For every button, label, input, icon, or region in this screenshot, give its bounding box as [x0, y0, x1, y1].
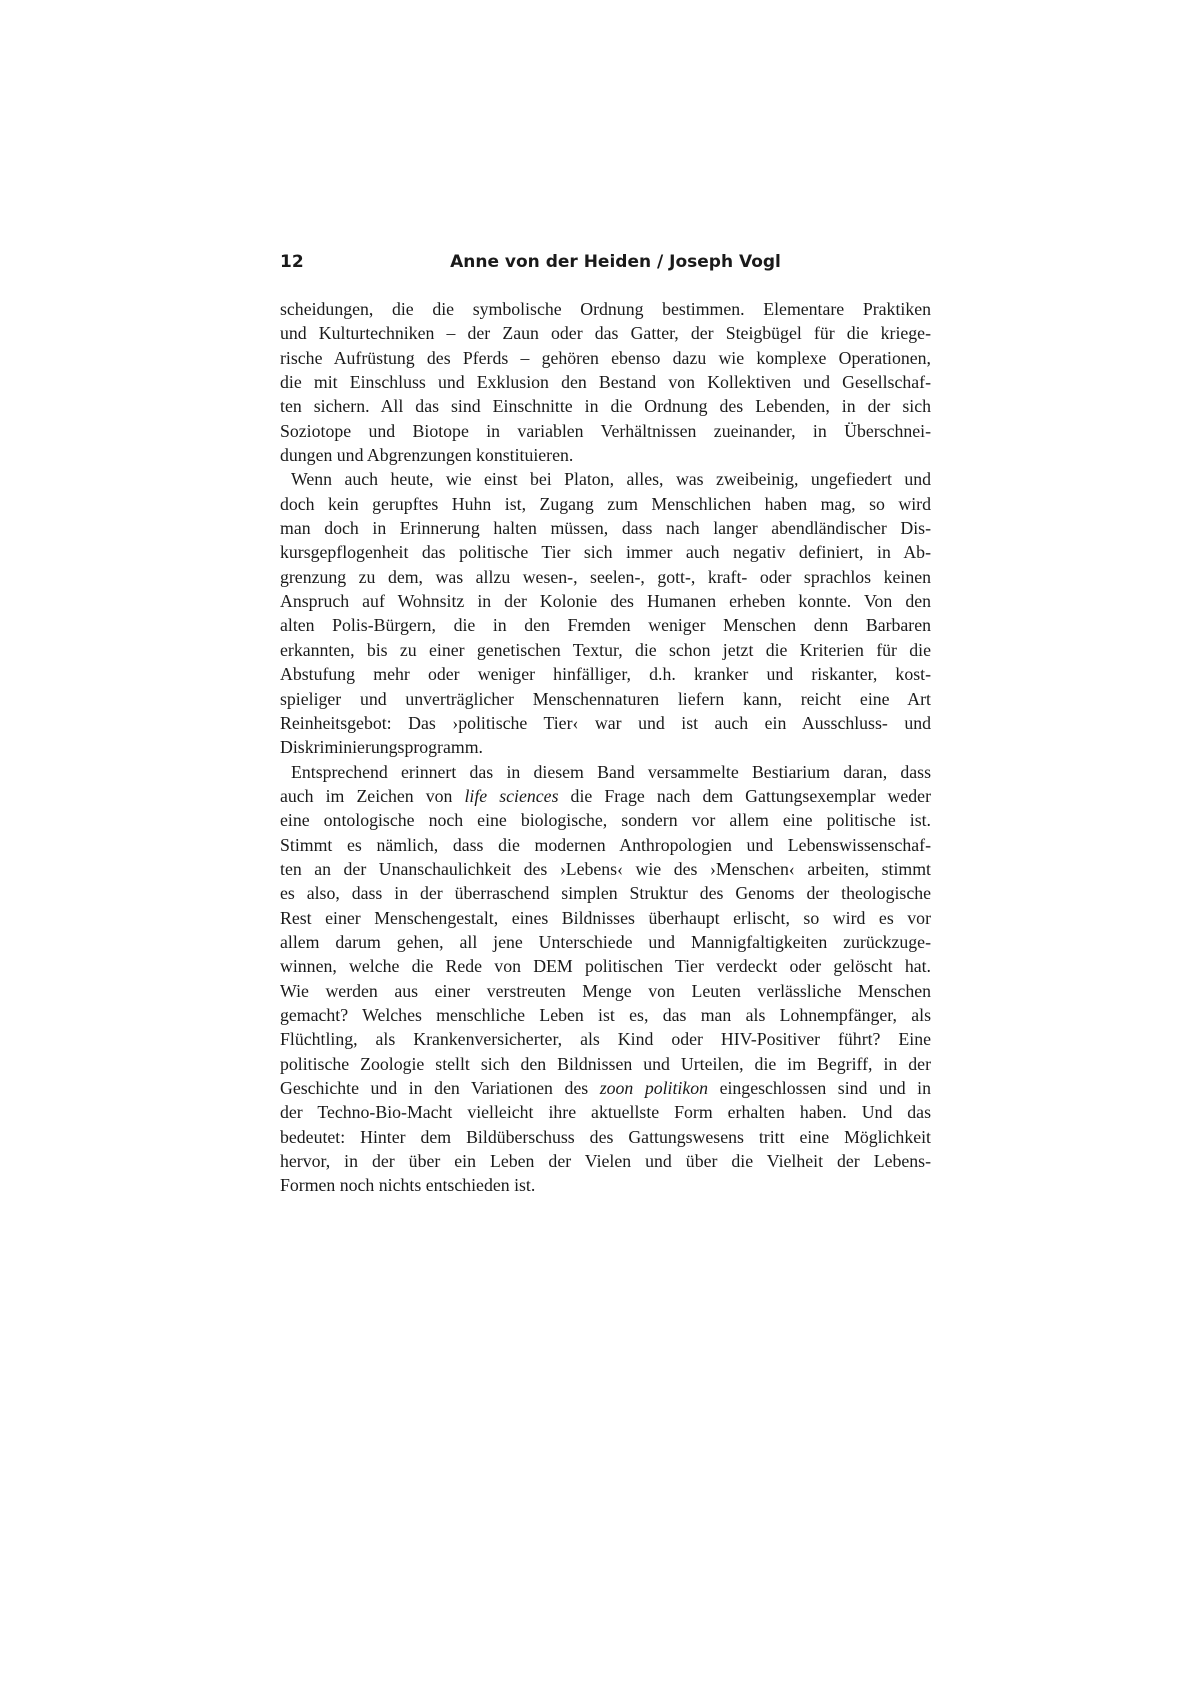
text-line: doch kein gerupftes Huhn ist, Zugang zum Menschlichen haben mag, so wird	[280, 493, 931, 514]
text-line: dungen und Abgrenzungen konstituieren.	[280, 445, 574, 466]
page-number: 12	[280, 252, 304, 272]
text-line: ten sichern. All das sind Einschnitte in die Ordnung des Lebenden, in der sich	[280, 396, 931, 417]
text-line: winnen, welche die Rede von DEM politischen Tier verdeckt oder gelöscht hat.	[280, 956, 931, 977]
text-line: hervor, in der über ein Leben der Vielen und über die Vielheit der Lebens-	[280, 1151, 931, 1172]
text-line: politische Zoologie stellt sich den Bildnissen und Urteilen, die im Begriff, in der	[280, 1053, 931, 1074]
text-line: Wie werden aus einer verstreuten Menge von Leuten verlässliche Menschen	[280, 980, 931, 1001]
running-head	[280, 250, 931, 274]
paragraph-3	[280, 760, 931, 1198]
text-line: ten an der Unanschaulichkeit des ›Lebens‹ wie des ›Menschen‹ arbeiten, stimmt	[280, 858, 931, 879]
text-line: es also, dass in der überraschend simplen Struktur des Genoms der theologische	[280, 883, 931, 904]
text-line: spieliger und unverträglicher Menschennaturen liefern kann, reicht eine Art	[280, 688, 931, 709]
italic-term: life sciences	[464, 785, 559, 806]
text-line	[280, 784, 931, 808]
body-text	[280, 297, 931, 1198]
text-line: man doch in Erinnerung halten müssen, dass nach langer abendländischer Dis-	[280, 518, 931, 539]
text-fragment: eingeschlossen sind und in	[708, 1078, 931, 1098]
text-fragment: die Frage nach dem Gattungsexemplar weder	[558, 785, 931, 806]
text-line: Soziotope und Biotope in variablen Verhältnissen zueinander, in Überschnei-	[280, 420, 931, 441]
text-line: Entsprechend erinnert das in diesem Band versammelte Bestiarium daran, dass	[291, 761, 931, 782]
text-line: erkannten, bis zu einer genetischen Textur, die schon jetzt die Kriterien für die	[280, 639, 931, 660]
text-line: Wenn auch heute, wie einst bei Platon, alles, was zweibeinig, ungefiedert und	[291, 469, 931, 490]
text-line: bedeutet: Hinter dem Bildüberschuss des Gattungswesens tritt eine Möglichkeit	[280, 1126, 931, 1147]
italic-term: zoon politikon	[599, 1078, 709, 1098]
text-line: und Kulturtechniken – der Zaun oder das Gatter, der Steigbügel für die kriege-	[280, 323, 931, 344]
text-fragment: Geschichte und in den Variationen des	[280, 1078, 600, 1098]
text-line: eine ontologische noch eine biologische, sondern vor allem eine politische ist.	[280, 810, 931, 831]
text-line: Reinheitsgebot: Das ›politische Tier‹ war und ist auch ein Ausschluss- und	[280, 712, 931, 733]
text-line	[280, 1076, 931, 1100]
paragraph-2	[280, 467, 931, 759]
text-line: grenzung zu dem, was allzu wesen-, seelen-, gott-, kraft- oder sprachlos keinen	[280, 566, 931, 587]
text-line: der Techno-Bio-Macht vielleicht ihre aktuellste Form erhalten haben. Und das	[280, 1102, 931, 1123]
text-fragment: auch im Zeichen von	[280, 785, 465, 806]
text-line: Anspruch auf Wohnsitz in der Kolonie des Humanen erheben konnte. Von den	[280, 591, 931, 612]
text-line: Rest einer Menschengestalt, eines Bildnisses überhaupt erlischt, so wird es vor	[280, 907, 931, 928]
text-line: Diskriminierungsprogramm.	[280, 737, 483, 758]
text-line: Flüchtling, als Krankenversicherter, als Kind oder HIV-Positiver führt? Eine	[280, 1029, 931, 1050]
text-line: Abstufung mehr oder weniger hinfälliger, d.h. kranker und riskanter, kost-	[280, 664, 931, 685]
running-title: Anne von der Heiden / Joseph Vogl	[450, 252, 781, 272]
paragraph-1	[280, 297, 931, 467]
text-line: gemacht? Welches menschliche Leben ist es, das man als Lohnempfänger, als	[280, 1004, 931, 1025]
text-line: scheidungen, die die symbolische Ordnung bestimmen. Elementare Praktiken	[280, 299, 931, 319]
text-line: Stimmt es nämlich, dass die modernen Anthropologien und Lebenswissenschaf-	[280, 834, 931, 855]
text-line: die mit Einschluss und Exklusion den Bestand von Kollektiven und Gesellschaf-	[280, 372, 931, 393]
text-line: Formen noch nichts entschieden ist.	[280, 1175, 536, 1196]
text-line: alten Polis-Bürgern, die in den Fremden weniger Menschen denn Barbaren	[280, 615, 931, 636]
text-line: kursgepflogenheit das politische Tier sich immer auch negativ definiert, in Ab-	[280, 542, 931, 563]
text-line: rische Aufrüstung des Pferds – gehören ebenso dazu wie komplexe Operationen,	[280, 347, 931, 368]
text-line: allem darum gehen, all jene Unterschiede und Mannigfaltigkeiten zurückzuge-	[280, 931, 931, 952]
